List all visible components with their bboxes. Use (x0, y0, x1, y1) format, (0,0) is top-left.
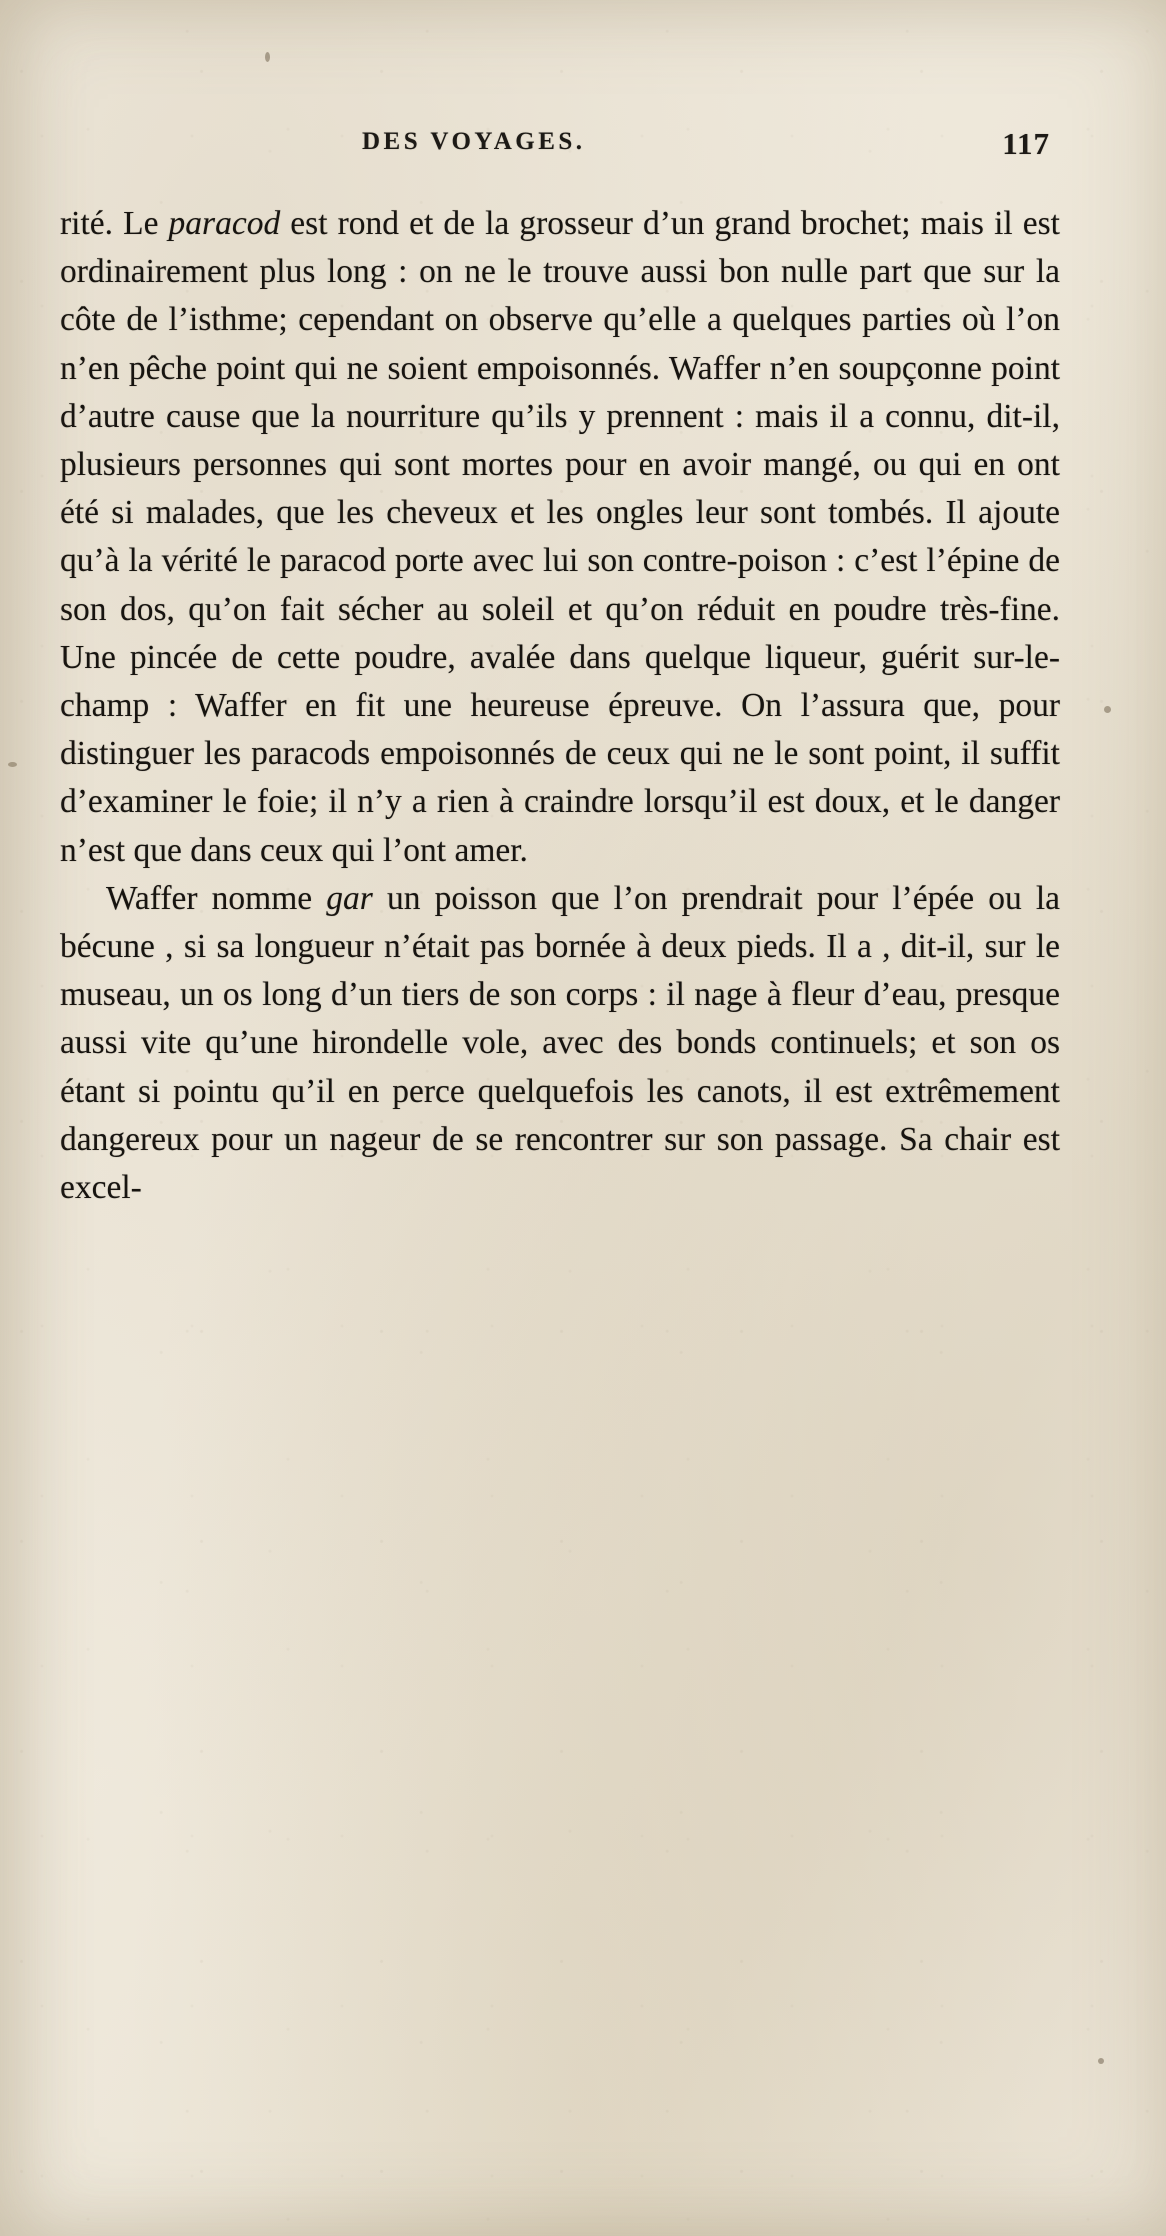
paper-speck (8, 762, 17, 767)
paper-speck (265, 52, 270, 62)
text-block (56, 128, 1066, 1212)
paragraph (60, 200, 1060, 875)
italic-term: gar (326, 879, 373, 917)
page-number: 117 (1002, 126, 1050, 161)
text-run: est rond et de la grosseur d’un grand brochet; mais il est ordinairement plus long : on ne le trouve aussi bon nulle part que sur la côte de l’isthme; cependant on observe qu’elle a quelques parties où l’on n’en pêche point qui ne soient empoisonnés. Waffer n’en soupçonne point d’autre cause que la nourriture qu’ils y prennent : mais il a connu, dit-il, plusieurs personnes qui sont mortes pour en avoir mangé, ou qui en ont été si malades, que les cheveux et les ongles leur sont tombés. Il ajoute qu’à la vérité le paracod porte avec lui son contre-poison : c’est l’épine de son dos, qu’on fait sécher au soleil et qu’on réduit en poudre très-fine. Une pincée de cette poudre, avalée dans quelque liqueur, guérit sur-le-champ : Waffer en fit une heureuse épreuve. On l’assura que, pour distinguer les paracods empoisonnés de ceux qui ne le sont point, il suffit d’examiner le foie; il n’y a rien à craindre lorsqu’il est doux, et le danger n’est que dans ceux qui l’ont amer. (60, 205, 1060, 869)
paper-speck (1104, 706, 1111, 713)
italic-term: paracod (168, 205, 281, 242)
text-run: un poisson que l’on prendrait pour l’épée ou la bécune , si sa longueur n’était pas bornée à deux pieds. Il a , dit-il, sur le museau, un os long d’un tiers de son corps : il nage à fleur d’eau, presque aussi vite qu’une hirondelle vole, avec des bonds continuels; et son os étant si pointu qu’il en perce quelquefois les canots, il est extrêmement dangereux pour un nageur de se rencontrer sur son passage. Sa chair est excel- (60, 879, 1060, 1207)
text-run: Waffer nomme (106, 879, 327, 917)
body-text (56, 200, 1066, 1212)
page-header (62, 128, 1066, 182)
running-head: DES VOYAGES. (362, 128, 586, 155)
paper-speck (1098, 2058, 1104, 2064)
paragraph (60, 875, 1060, 1212)
text-run: rité. Le (60, 205, 169, 242)
